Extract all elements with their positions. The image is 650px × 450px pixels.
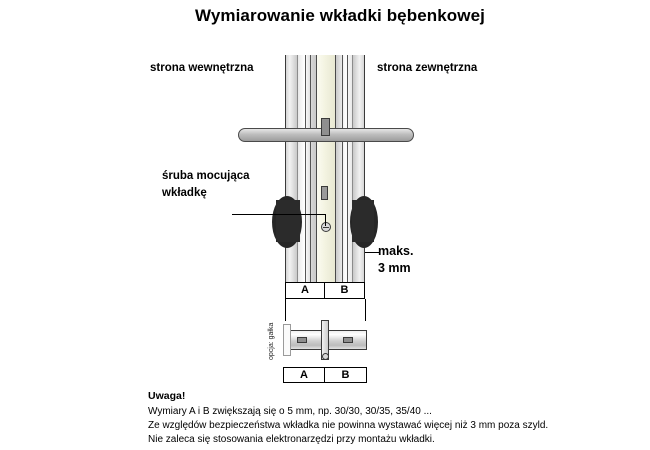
dimension-bar-main xyxy=(285,282,365,299)
escutcheon-left xyxy=(285,55,298,285)
notes-heading: Uwaga! xyxy=(148,390,186,402)
cylinder-edge-line-4 xyxy=(347,55,348,285)
cylinder-side-keyhole-left xyxy=(297,337,307,343)
dimension-a-main: A xyxy=(286,283,325,298)
connector-line-right xyxy=(365,299,366,321)
label-inner-side: strona wewnętrzna xyxy=(150,62,254,74)
label-knob-option: opcja: gałka xyxy=(268,322,275,360)
keyhole-upper xyxy=(321,118,330,136)
cylinder-edge-line-1 xyxy=(305,55,306,285)
cylinder-core xyxy=(316,55,336,285)
escutcheon-right xyxy=(352,55,365,285)
page-title: Wymiarowanie wkładki bębenkowej xyxy=(195,6,485,25)
leader-line-screw xyxy=(232,214,325,215)
label-outer-side: strona zewnętrzna xyxy=(377,62,478,74)
notes-block xyxy=(148,390,618,447)
cylinder-side-view xyxy=(283,320,367,360)
knob-option-box xyxy=(283,324,291,356)
cylinder-edge-line-3 xyxy=(342,55,343,285)
notes-line-2: Ze względów bezpieczeństwa wkładka nie powinna wystawać więcej niż 3 mm poza szyld. xyxy=(148,420,549,431)
fixing-block-left-square xyxy=(276,200,300,242)
notes-line-1: Wymiary A i B zwiększają się o 5 mm, np. 30/30, 30/35, 35/40 ... xyxy=(148,406,432,417)
dimension-b-secondary: B xyxy=(341,369,350,381)
dimension-bar-secondary xyxy=(283,367,367,383)
fixing-block-right-square xyxy=(352,200,374,242)
fixing-screw xyxy=(321,222,331,232)
cylinder-edge-line-2 xyxy=(310,55,311,285)
label-screw-line2: wkładkę xyxy=(162,187,207,199)
dimension-b-main: B xyxy=(340,284,349,296)
leader-line-max xyxy=(365,252,379,253)
label-screw-line1: śruba mocująca xyxy=(162,170,250,182)
label-max-line1: maks. xyxy=(378,244,414,258)
notes-line-3: Nie zaleca się stosowania elektronarzędzi przy montażu wkładki. xyxy=(148,434,435,445)
keyhole-lower xyxy=(321,186,328,200)
cylinder-side-screw xyxy=(322,353,329,360)
dimension-a-secondary: A xyxy=(284,368,325,382)
leader-line-screw-drop xyxy=(325,214,326,226)
label-max-line2: 3 mm xyxy=(378,261,411,275)
connector-line-left xyxy=(285,299,286,321)
cylinder-side-keyhole-right xyxy=(343,337,353,343)
